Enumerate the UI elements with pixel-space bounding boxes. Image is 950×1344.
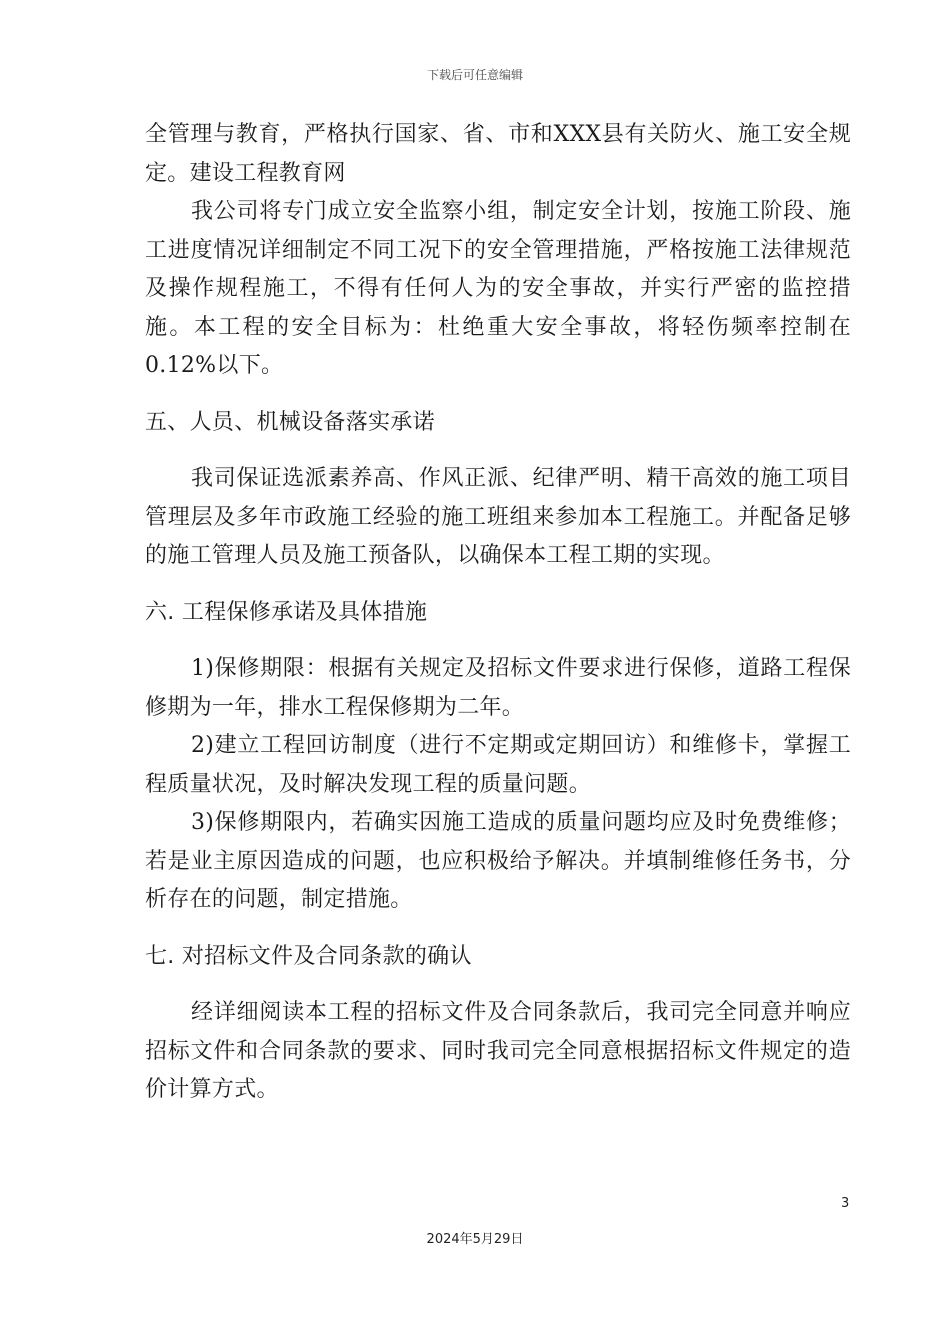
page-number: 3 (841, 1196, 850, 1211)
document-body (145, 116, 851, 1110)
paragraph-safety-regulations: 全管理与教育，严格执行国家、省、市和XXX县有关防火、施工安全规定。建设工程教育网 (145, 122, 851, 186)
page-header: 下载后可任意编辑 (426, 68, 523, 82)
footer-date: 2024年5月29日 (426, 1232, 524, 1247)
paragraph-personnel: 我司保证选派素养高、作风正派、纪律严明、精干高效的施工项目管理层及多年市政施工经验的施工班组来参加本工程施工。并配备足够的施工管理人员及施工预备队，以确保本工程工期的实现。 (145, 466, 851, 568)
section-heading-warranty: 六. 工程保修承诺及具体措施 (145, 599, 428, 625)
paragraph-tender-confirmation: 经详细阅读本工程的招标文件及合同条款后，我司完全同意并响应招标文件和合同条款的要求、同时我司完全同意根据招标文件规定的造价计算方式。 (145, 1000, 851, 1102)
paragraph-safety-team: 我公司将专门成立安全监察小组，制定安全计划，按施工阶段、施工进度情况详细制定不同工况下的安全管理措施，严格按施工法律规范及操作规程施工，不得有任何人为的安全事故，并实行严密的监控措施。本工程的安全目标为：杜绝重大安全事故，将轻伤频率控制在0.12%以下。 (145, 199, 851, 378)
paragraph-warranty-period: 1)保修期限：根据有关规定及招标文件要求进行保修，道路工程保修期为一年，排水工程保修期为二年。 (145, 656, 851, 720)
paragraph-warranty-visits: 2)建立工程回访制度（进行不定期或定期回访）和维修卡，掌握工程质量状况，及时解决发现工程的质量问题。 (145, 733, 851, 797)
section-heading-tender-confirmation: 七. 对招标文件及合同条款的确认 (145, 943, 472, 969)
paragraph-warranty-repairs: 3)保修期限内，若确实因施工造成的质量问题均应及时免费维修；若是业主原因造成的问题，也应积极给予解决。并填制维修任务书，分析存在的问题，制定措施。 (145, 810, 851, 912)
section-heading-personnel: 五、人员、机械设备落实承诺 (145, 409, 435, 435)
